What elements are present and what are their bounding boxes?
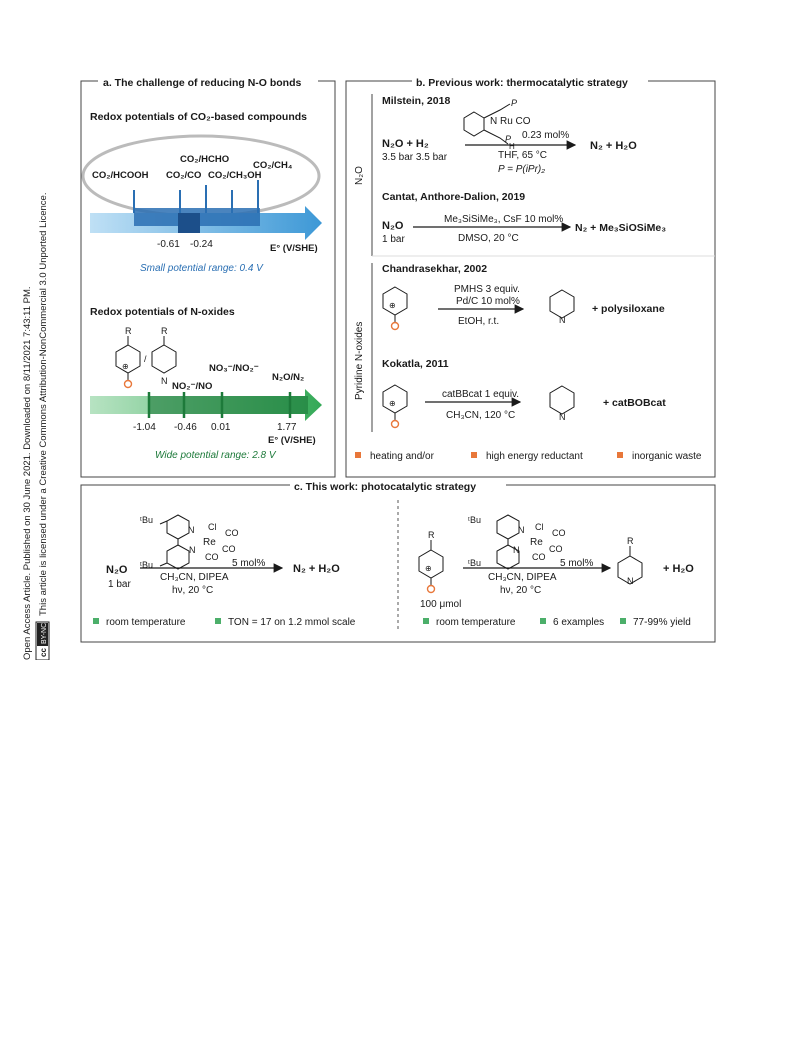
svg-text:THF, 65 °C: THF, 65 °C	[498, 150, 548, 161]
svg-text:room temperature: room temperature	[106, 617, 186, 628]
svg-text:ᵗBu: ᵗBu	[140, 560, 153, 570]
panel-c	[81, 479, 715, 642]
svg-text:Me₃SiSiMe₃, CsF 10 mol%: Me₃SiSiMe₃, CsF 10 mol%	[444, 214, 564, 225]
svg-text:N: N	[188, 525, 195, 535]
noxide-heading: Redox potentials of N-oxides	[90, 306, 235, 318]
noxide-tick-1: -1.04	[133, 422, 156, 433]
svg-text:N: N	[518, 525, 525, 535]
svg-text:heating and/or: heating and/or	[370, 451, 434, 462]
svg-text:100 μmol: 100 μmol	[420, 599, 462, 610]
svg-text:+ catBOBcat: + catBOBcat	[603, 397, 666, 409]
panel-a-title: a. The challenge of reducing N-O bonds	[103, 77, 302, 89]
svg-text:Re: Re	[530, 537, 543, 548]
svg-text:H: H	[509, 142, 515, 151]
noxide-label-2: NO₃⁻/NO₂⁻	[209, 363, 259, 374]
svg-text:high energy reductant: high energy reductant	[486, 451, 583, 462]
co2-range-note: Small potential range: 0.4 V	[140, 263, 263, 274]
svg-text:R: R	[627, 536, 634, 546]
svg-text:0.23 mol%: 0.23 mol%	[522, 130, 570, 141]
svg-text:N: N	[559, 315, 566, 325]
svg-text:catBBcat 1 equiv.: catBBcat 1 equiv.	[442, 389, 520, 400]
side-label-pyridine: Pyridine N-oxides	[354, 321, 365, 400]
svg-text:CH₃CN, DIPEA: CH₃CN, DIPEA	[160, 572, 229, 583]
svg-text:cc: cc	[39, 648, 48, 657]
milstein-rhs: N₂ + H₂O	[590, 140, 637, 152]
legend-bullet-b-1	[355, 452, 361, 458]
svg-text:DMSO, 20 °C: DMSO, 20 °C	[458, 233, 519, 244]
svg-text:room temperature: room temperature	[436, 617, 516, 628]
svg-text:⊕: ⊕	[122, 362, 129, 371]
noxide-tick-3: 0.01	[211, 422, 231, 433]
cc-badge-text: BY-NC	[41, 622, 48, 644]
co2-label-co: CO₂/CO	[166, 170, 202, 181]
noxide-label-1: NO₂⁻/NO	[172, 381, 213, 392]
svg-text:N Ru CO: N Ru CO	[490, 116, 531, 127]
milstein-author: Milstein, 2018	[382, 95, 451, 107]
svg-text:6 examples: 6 examples	[553, 617, 605, 628]
svg-text:inorganic waste: inorganic waste	[632, 451, 702, 462]
svg-text:EtOH, r.t.: EtOH, r.t.	[458, 316, 500, 327]
svg-text:CO: CO	[205, 552, 219, 562]
svg-text:P: P	[511, 98, 518, 108]
co2-label-ch3oh: CO₂/CH₃OH	[208, 170, 262, 181]
svg-text:ᵗBu: ᵗBu	[468, 515, 481, 525]
co2-label-ch4: CO₂/CH₄	[253, 160, 293, 171]
cantat-rhs: N₂ + Me₃SiOSiMe₃	[575, 222, 667, 234]
noxide-tick-4: 1.77	[277, 422, 297, 433]
svg-text:1 bar: 1 bar	[108, 579, 131, 590]
svg-text:TON = 17 on 1.2 mmol scale: TON = 17 on 1.2 mmol scale	[228, 617, 356, 628]
noxide-tick-2: -0.46	[174, 422, 197, 433]
svg-text:77-99% yield: 77-99% yield	[633, 617, 691, 628]
svg-text:1 bar: 1 bar	[382, 234, 405, 245]
svg-text:PMHS 3 equiv.: PMHS 3 equiv.	[454, 284, 520, 295]
svg-text:CH₃CN, DIPEA: CH₃CN, DIPEA	[488, 572, 557, 583]
panel-a	[81, 75, 335, 477]
svg-text:CO: CO	[222, 544, 236, 554]
cantat-author: Cantat, Anthore-Dalion, 2019	[382, 191, 526, 203]
c-left-substrate: N₂O	[106, 564, 128, 576]
svg-text:5 mol%: 5 mol%	[560, 558, 594, 569]
svg-text:ᵗBu: ᵗBu	[468, 558, 481, 568]
milstein-lhs: N₂O + H₂	[382, 138, 429, 150]
panel-b	[346, 75, 715, 477]
svg-text:CO: CO	[532, 552, 546, 562]
svg-text:N₂O: N₂O	[382, 220, 404, 232]
svg-text:N: N	[161, 376, 168, 386]
svg-text:N: N	[513, 545, 520, 555]
svg-text:P: P	[505, 134, 512, 144]
legend-bullet-b-2	[471, 452, 477, 458]
svg-text:R: R	[125, 326, 132, 336]
panel-c-title: c. This work: photocatalytic strategy	[294, 481, 477, 493]
c-right-product: + H₂O	[663, 563, 694, 575]
co2-tick-1: -0.61	[157, 239, 180, 250]
license-line-2: This article is licensed under a Creative Commons Attribution-NonCommercial 3.0 Unported Licence.	[38, 192, 49, 616]
svg-text:5 mol%: 5 mol%	[232, 558, 266, 569]
svg-text:Re: Re	[203, 537, 216, 548]
svg-text:CO: CO	[549, 544, 563, 554]
svg-text:+ polysiloxane: + polysiloxane	[592, 303, 665, 315]
svg-text:P = P(iPr)₂: P = P(iPr)₂	[498, 164, 546, 175]
kokatla-author: Kokatla, 2011	[382, 358, 449, 370]
svg-text:3.5 bar 3.5 bar: 3.5 bar 3.5 bar	[382, 152, 448, 163]
svg-text:N: N	[189, 545, 196, 555]
svg-text:hν, 20 °C: hν, 20 °C	[500, 585, 542, 596]
co2-label-hcooh: CO₂/HCOOH	[92, 170, 149, 181]
noxide-label-3: N₂O/N₂	[272, 372, 305, 383]
svg-text:CH₃CN, 120 °C: CH₃CN, 120 °C	[446, 410, 516, 421]
co2-label-hcho: CO₂/HCHO	[180, 154, 230, 165]
co2-heading: Redox potentials of CO₂-based compounds	[90, 111, 308, 123]
svg-text:CO: CO	[552, 528, 566, 538]
panel-b-title: b. Previous work: thermocatalytic strategy	[416, 77, 628, 89]
axis-label-noxide: E° (V/SHE)	[268, 435, 316, 446]
svg-text:R: R	[161, 326, 168, 336]
axis-label-co2: E° (V/SHE)	[270, 243, 318, 254]
svg-text:CO: CO	[225, 528, 239, 538]
side-label-n2o: N₂O	[354, 166, 365, 185]
svg-text:ᵗBu: ᵗBu	[140, 515, 153, 525]
re-catalyst-structure-left	[160, 515, 189, 569]
chandrasekhar-author: Chandrasekhar, 2002	[382, 263, 488, 275]
co2-tick-2: -0.24	[190, 239, 213, 250]
svg-text:R: R	[428, 530, 435, 540]
svg-text:Cl: Cl	[208, 522, 217, 532]
svg-text:/: /	[144, 354, 147, 364]
svg-text:Cl: Cl	[535, 522, 544, 532]
legend-bullet-b-3	[617, 452, 623, 458]
license-line-1: Open Access Article. Published on 30 June 2021. Downloaded on 8/11/2021 7:43:11 PM.	[22, 286, 33, 660]
noxide-range-note: Wide potential range: 2.8 V	[155, 450, 276, 461]
svg-text:N: N	[627, 576, 634, 586]
svg-text:⊕: ⊕	[389, 399, 396, 408]
c-left-product: N₂ + H₂O	[293, 563, 340, 575]
svg-text:Pd/C 10 mol%: Pd/C 10 mol%	[456, 296, 520, 307]
re-catalyst-structure-right	[497, 515, 519, 569]
svg-text:hν, 20 °C: hν, 20 °C	[172, 585, 214, 596]
svg-text:N: N	[559, 412, 566, 422]
svg-text:⊕: ⊕	[425, 564, 432, 573]
svg-text:⊕: ⊕	[389, 301, 396, 310]
